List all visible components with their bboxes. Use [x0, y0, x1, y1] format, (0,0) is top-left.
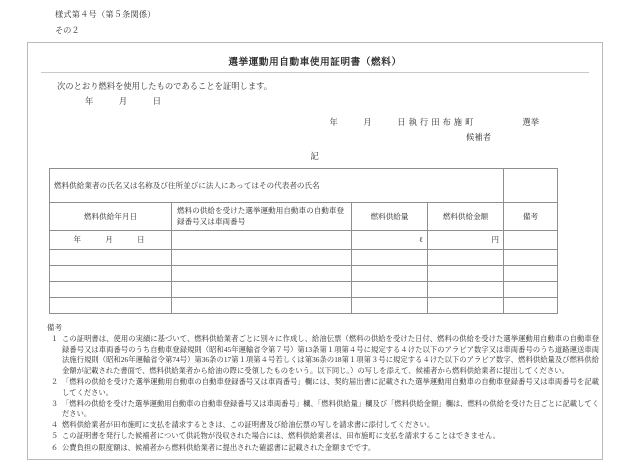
note-text: 公費負担の限度額は、候補者から燃料供給業者に提出された確認書に記載された金額までです。 [62, 442, 376, 452]
note-number: ２ [50, 376, 59, 386]
column-header-quantity: 燃料供給量 [352, 203, 428, 231]
cell-remarks[interactable] [504, 231, 558, 250]
cell-quantity[interactable] [352, 265, 428, 281]
cell-quantity[interactable] [352, 281, 428, 297]
cell-quantity[interactable] [352, 297, 428, 313]
election-suffix: 選挙 [522, 118, 539, 127]
signature-block [35, 116, 595, 145]
ki-mark: 記 [310, 151, 320, 161]
cell-quantity-unit[interactable]: ℓ [352, 231, 428, 250]
cell-vehicle[interactable] [172, 297, 352, 313]
cell-amount-unit[interactable]: 円 [428, 231, 504, 250]
election-date-prefix: 年 月 日執行田布施町 [329, 118, 477, 127]
cell-date[interactable] [50, 265, 172, 281]
cell-remarks[interactable] [504, 281, 558, 297]
note-number: ６ [50, 442, 59, 452]
note-item [47, 420, 599, 431]
note-item [47, 431, 599, 442]
note-item [47, 334, 599, 376]
page-title: 選挙運動用自動車使用証明書（燃料） [228, 57, 402, 68]
remarks-section [47, 323, 599, 454]
note-number: ５ [50, 431, 59, 441]
cell-amount[interactable] [428, 281, 504, 297]
cell-quantity[interactable] [352, 249, 428, 265]
certification-date-line: 年 月 日 [85, 97, 165, 106]
cell-vehicle[interactable] [172, 265, 352, 281]
cell-amount[interactable] [428, 297, 504, 313]
cell-vehicle[interactable] [172, 231, 352, 250]
table-row-supplier [50, 169, 558, 203]
cell-date[interactable] [50, 281, 172, 297]
table-row [50, 265, 558, 281]
table-row [50, 297, 558, 313]
cell-date[interactable] [50, 297, 172, 313]
table-row [50, 249, 558, 265]
supplier-name-label: 燃料供給業者の氏名又は名称及び住所並びに法人にあってはその代表者の氏名 [50, 169, 504, 203]
fuel-usage-table [49, 168, 558, 314]
title-divider [41, 72, 589, 73]
table-header-row [50, 203, 558, 231]
cell-date[interactable]: 年 月 日 [50, 231, 172, 250]
note-text: この証明書を発行した候補者について供託物が没収された場合には、燃料供給業者は、田布施町に支払を請求することはできません。 [62, 431, 501, 441]
column-header-amount: 燃料供給金額 [428, 203, 504, 231]
note-number: ４ [50, 420, 59, 430]
note-number: ３ [50, 398, 59, 408]
column-header-remarks: 備考 [504, 203, 558, 231]
cell-amount[interactable] [428, 265, 504, 281]
table-row [50, 281, 558, 297]
table-row [50, 231, 558, 250]
remarks-title: 備考 [47, 322, 63, 332]
cell-date[interactable] [50, 249, 172, 265]
cell-vehicle[interactable] [172, 281, 352, 297]
note-text: 「燃料の供給を受けた選挙運動用自動車の自動車登録番号又は車両番号」欄、「燃料供給量」欄及び「燃料供給金額」欄は、燃料の供給を受けた日ごとに記載してください。 [62, 398, 599, 419]
election-date-line [35, 116, 539, 130]
cell-remarks[interactable] [504, 249, 558, 265]
cell-remarks[interactable] [504, 297, 558, 313]
cell-amount[interactable] [428, 249, 504, 265]
note-text: この証明書は、使用の実績に基づいて、燃料供給業者ごとに別々に作成し、給油伝票（燃料の供給を受けた日付、燃料の供給を受けた選挙運動用自動車の自動車登録番号又は車両番号のうち自動車登録規則（昭和45年運輸省令第７号）第13条第１項第４号に規定する４けた以下のアラビア数字又は車両番号のうち道路運送車両法施行規則（昭和26年運輸省令第74号）第36条の17第１項第４号若しくは第36条の18第１項第３号に規定する４けた以下のアラビア数字、燃料供給量及び燃料供給金額が記載された書面で、燃料供給業者から給油の際に受領したものをいう。以下同じ。）の写しを添えて、候補者から燃料供給業者に提出してください。 [62, 334, 599, 375]
certificate-body [27, 42, 603, 460]
form-number: 様式第４号（第５条関係） [55, 10, 156, 19]
cell-remarks[interactable] [504, 265, 558, 281]
candidate-label: 候補者 [466, 133, 491, 142]
note-item [47, 377, 599, 398]
note-item [47, 399, 599, 420]
certification-statement: 次のとおり燃料を使用したものであることを証明します。 [57, 82, 273, 91]
note-text: 燃料供給業者が田布施町に支払を請求するときは、この証明書及び給油伝票の写しを請求書に添付してください。 [62, 420, 435, 430]
column-header-date: 燃料供給年月日 [50, 203, 172, 231]
cell-vehicle[interactable] [172, 249, 352, 265]
note-number: １ [50, 334, 59, 344]
note-item [47, 443, 599, 454]
column-header-vehicle: 燃料の供給を受けた選挙運動用自動車の自動車登録番号又は車両番号 [172, 203, 352, 231]
note-text: 「燃料の供給を受けた選挙運動用自動車の自動車登録番号又は車両番号」欄には、契約届出書に記載された選挙運動用自動車の自動車登録番号又は車両番号を記載してください。 [62, 376, 599, 397]
supplier-name-value[interactable] [504, 169, 558, 203]
form-sub-number: その２ [55, 26, 80, 35]
